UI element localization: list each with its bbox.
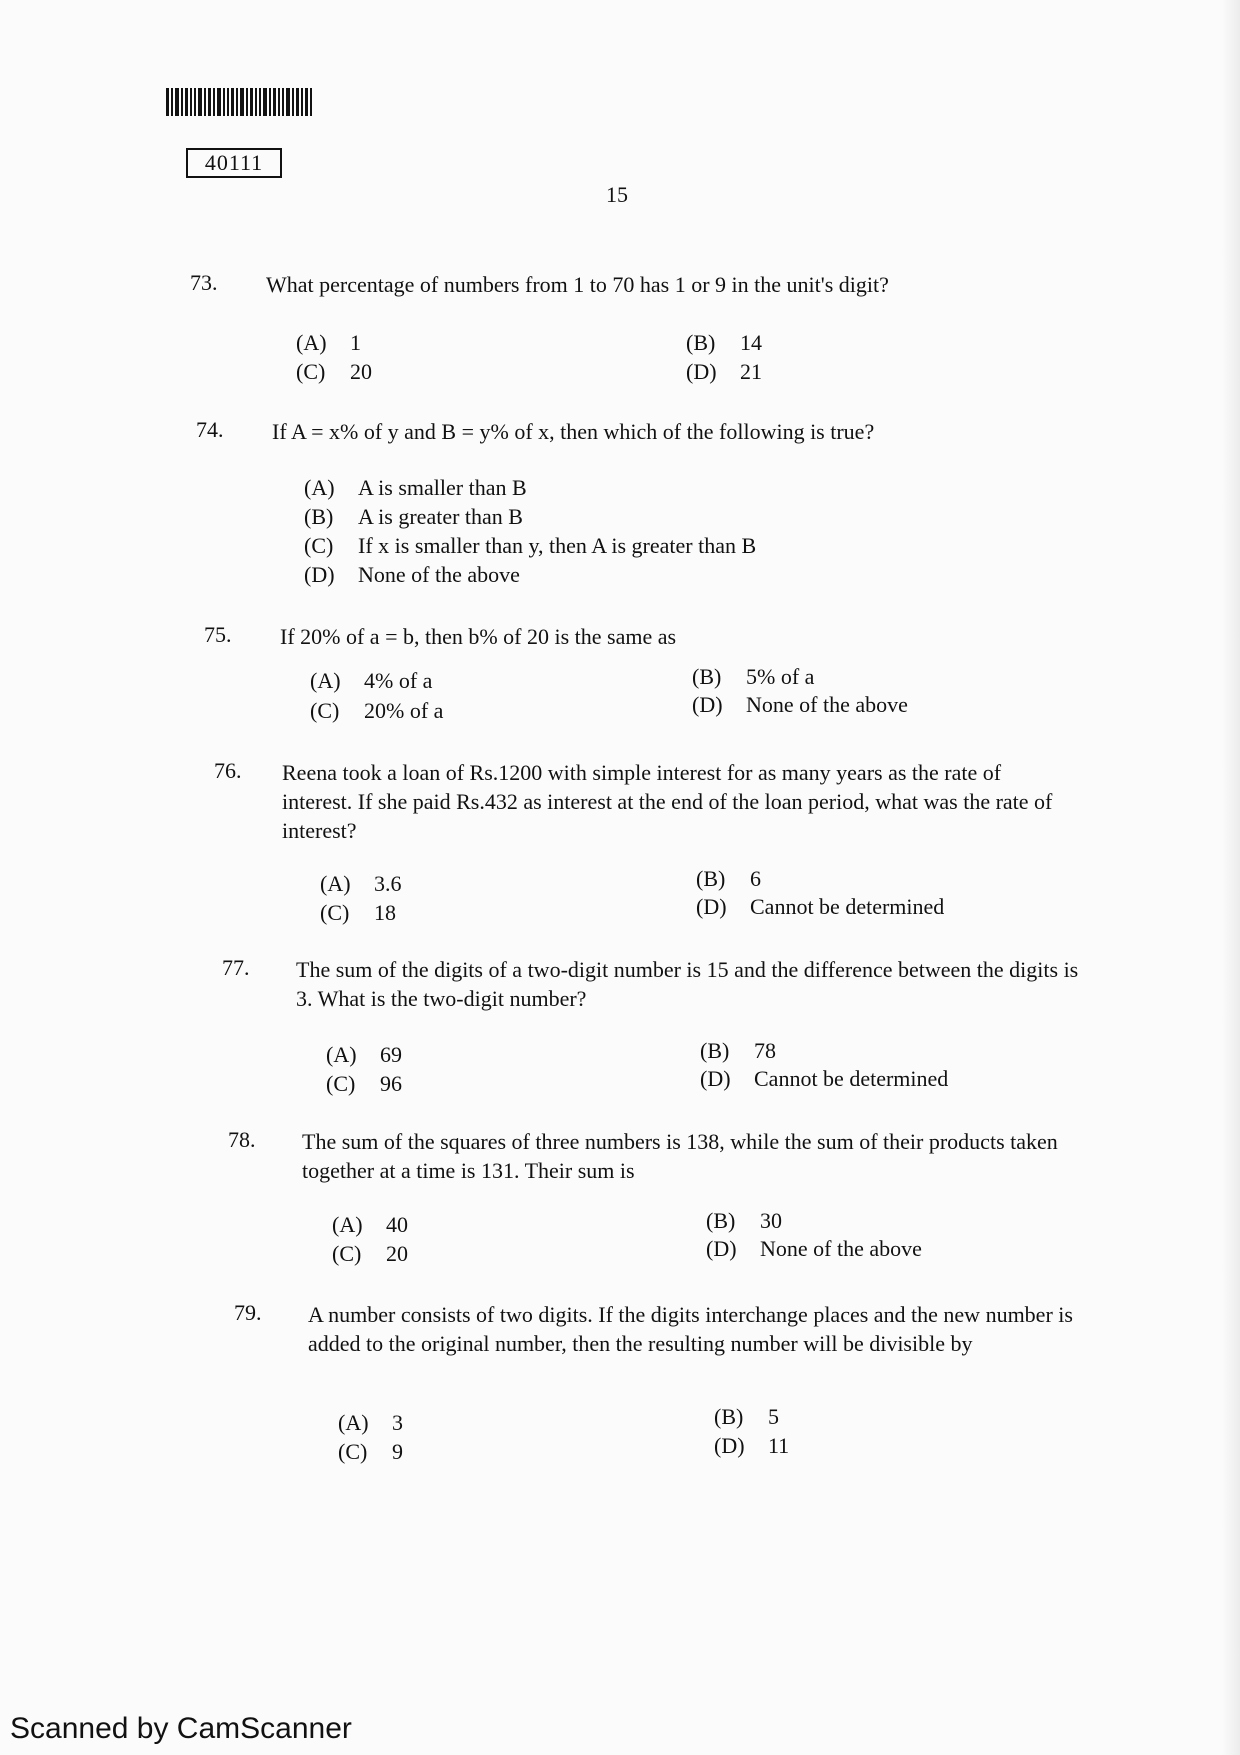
option-78-b bbox=[706, 1208, 782, 1234]
option-76-c bbox=[320, 900, 396, 926]
option-value: None of the above bbox=[760, 1236, 922, 1261]
option-77-c bbox=[326, 1071, 402, 1097]
option-73-a bbox=[296, 330, 361, 356]
option-value: None of the above bbox=[746, 692, 908, 717]
option-value: 5 bbox=[768, 1404, 779, 1429]
option-label: (B) bbox=[696, 866, 726, 891]
option-label: (C) bbox=[338, 1439, 368, 1464]
option-label: (A) bbox=[310, 668, 341, 693]
option-value: 6 bbox=[750, 866, 761, 891]
option-label: (A) bbox=[296, 330, 327, 355]
option-74-a bbox=[304, 475, 527, 501]
option-76-a bbox=[320, 871, 402, 897]
scanner-watermark: Scanned by CamScanner bbox=[10, 1712, 352, 1745]
option-value: 18 bbox=[374, 900, 396, 925]
option-label: (A) bbox=[320, 871, 351, 896]
option-value: Cannot be determined bbox=[754, 1066, 949, 1091]
option-value: Cannot be determined bbox=[750, 894, 945, 919]
option-label: (D) bbox=[706, 1236, 737, 1261]
option-label: (C) bbox=[320, 900, 350, 925]
option-73-c bbox=[296, 359, 372, 385]
option-75-c bbox=[310, 698, 443, 724]
option-label: (C) bbox=[304, 533, 334, 558]
question-number: 73. bbox=[190, 270, 218, 295]
option-value: 30 bbox=[760, 1208, 782, 1233]
option-label: (C) bbox=[310, 698, 340, 723]
option-value: 5% of a bbox=[746, 664, 815, 689]
option-label: (C) bbox=[332, 1241, 362, 1266]
option-value: 11 bbox=[768, 1433, 790, 1458]
question-number: 74. bbox=[196, 417, 224, 442]
question-text: The sum of the digits of a two-digit number is 15 and the difference between the digits is 3. What is the two-digit number? bbox=[296, 957, 1079, 1011]
option-76-b bbox=[696, 866, 761, 892]
option-value: 1 bbox=[350, 330, 361, 355]
option-value: None of the above bbox=[358, 562, 520, 587]
page-number: 15 bbox=[606, 182, 628, 207]
question-text: If 20% of a = b, then b% of 20 is the same as bbox=[280, 624, 677, 649]
option-value: 78 bbox=[754, 1038, 776, 1063]
option-label: (B) bbox=[714, 1404, 744, 1429]
option-value: A is smaller than B bbox=[358, 475, 527, 500]
option-79-b bbox=[714, 1404, 779, 1430]
question-number: 75. bbox=[204, 622, 232, 647]
option-value: 96 bbox=[380, 1071, 402, 1096]
option-label: (C) bbox=[326, 1071, 356, 1096]
option-79-d bbox=[714, 1433, 789, 1459]
option-73-b bbox=[686, 330, 762, 356]
option-value: 3.6 bbox=[374, 871, 402, 896]
question-text: A number consists of two digits. If the digits interchange places and the new number is added to the original number, then the resulting number will be divisible by bbox=[308, 1302, 1073, 1356]
question-text: The sum of the squares of three numbers is 138, while the sum of their products taken together at a time is 131. Their sum is bbox=[302, 1129, 1058, 1183]
option-75-d bbox=[692, 692, 908, 718]
barcode bbox=[166, 88, 336, 116]
option-value: 14 bbox=[740, 330, 762, 355]
option-value: 69 bbox=[380, 1042, 402, 1067]
option-label: (B) bbox=[692, 664, 722, 689]
option-77-d bbox=[700, 1066, 948, 1092]
option-label: (D) bbox=[696, 894, 727, 919]
option-label: (A) bbox=[304, 475, 335, 500]
option-78-d bbox=[706, 1236, 922, 1262]
option-label: (A) bbox=[332, 1212, 363, 1237]
option-label: (D) bbox=[304, 562, 335, 587]
option-75-a bbox=[310, 668, 432, 694]
question-number: 77. bbox=[222, 955, 250, 980]
question-number: 76. bbox=[214, 758, 242, 783]
option-79-c bbox=[338, 1439, 403, 1465]
option-value: 20% of a bbox=[364, 698, 444, 723]
option-label: (B) bbox=[686, 330, 716, 355]
option-77-b bbox=[700, 1038, 776, 1064]
option-value: 40 bbox=[386, 1212, 408, 1237]
option-value: 20 bbox=[350, 359, 372, 384]
option-74-d bbox=[304, 562, 520, 588]
question-text: Reena took a loan of Rs.1200 with simple interest for as many years as the rate of interest. If she paid Rs.432 as interest at the end of the loan period, what was the rate of interest? bbox=[282, 760, 1053, 843]
option-value: 4% of a bbox=[364, 668, 433, 693]
option-value: 9 bbox=[392, 1439, 403, 1464]
option-label: (C) bbox=[296, 359, 326, 384]
option-79-a bbox=[338, 1410, 403, 1436]
option-label: (B) bbox=[304, 504, 334, 529]
option-label: (B) bbox=[700, 1038, 730, 1063]
option-value: If x is smaller than y, then A is greater than B bbox=[358, 533, 757, 558]
question-number: 78. bbox=[228, 1127, 256, 1152]
option-78-c bbox=[332, 1241, 408, 1267]
option-label: (D) bbox=[700, 1066, 731, 1091]
question-text: If A = x% of y and B = y% of x, then which of the following is true? bbox=[272, 419, 875, 444]
option-74-c bbox=[304, 533, 756, 559]
option-77-a bbox=[326, 1042, 402, 1068]
option-75-b bbox=[692, 664, 814, 690]
option-74-b bbox=[304, 504, 523, 530]
paper-code: 40111 bbox=[186, 148, 282, 178]
option-73-d bbox=[686, 359, 762, 385]
option-label: (D) bbox=[714, 1433, 745, 1458]
option-label: (D) bbox=[686, 359, 717, 384]
question-text: What percentage of numbers from 1 to 70 has 1 or 9 in the unit's digit? bbox=[266, 272, 889, 297]
option-value: A is greater than B bbox=[358, 504, 523, 529]
option-value: 20 bbox=[386, 1241, 408, 1266]
question-number: 79. bbox=[234, 1300, 262, 1325]
option-value: 21 bbox=[740, 359, 762, 384]
option-label: (A) bbox=[326, 1042, 357, 1067]
option-label: (D) bbox=[692, 692, 723, 717]
option-value: 3 bbox=[392, 1410, 403, 1435]
option-label: (B) bbox=[706, 1208, 736, 1233]
option-76-d bbox=[696, 894, 944, 920]
option-label: (A) bbox=[338, 1410, 369, 1435]
option-78-a bbox=[332, 1212, 408, 1238]
page-edge-shadow bbox=[1222, 0, 1240, 1755]
